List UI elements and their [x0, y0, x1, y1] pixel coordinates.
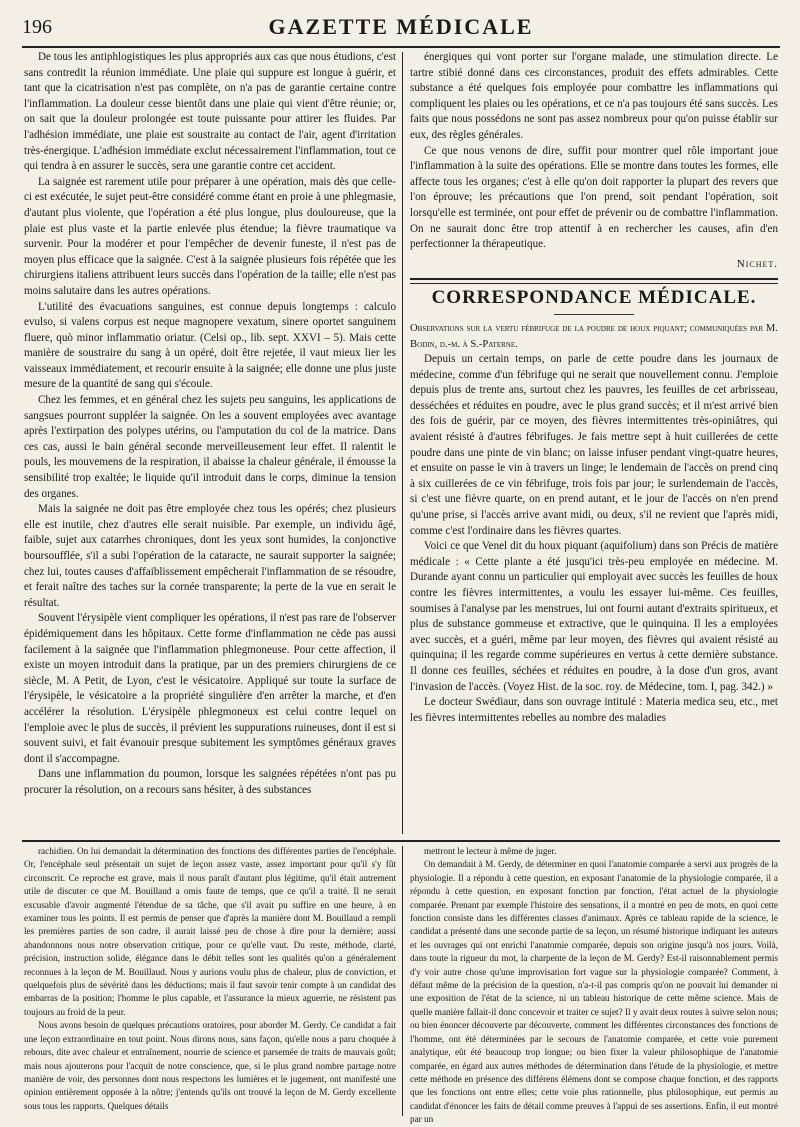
paragraph: Le docteur Swédiaur, dans son ouvrage intitulé : Materia medica seu, etc., met les fièvres intermittentes rebelles au nombre des maladies	[410, 696, 778, 724]
paragraph: Nous avons besoin de quelques précautions oratoires, pour aborder M. Gerdy. Ce candidat a fait une leçon extraordinaire en tout point. Nous dirons nous, sans façon, qu'elle nous a paru choquée à rebours, dite avec chaleur et entraînement, nourrie de science et parsemée de traits de mauvais goût; mais nous ajouterons pour l'acquit de notre conscience, que, si le plus grand nombre partage notre manière de voir, des personnes dont nous respectons les lumières et le jugement, ont manifesté une opinion entièrement opposée à la nôtre; j'entends qu'ils ont trouvé la leçon de M. Gerdy excellente sous tous les rapports. Quelques détails	[24, 1020, 396, 1111]
bottom-left-column	[24, 845, 396, 1117]
author-signature: Nichet.	[736, 257, 778, 270]
paragraph: Chez les femmes, et en général chez les sujets peu sanguins, les applications de sangsues pourront suppléer la saignée. On les a souvent employées avec avantage après l'extirpation des polypes utérins, ou l'amputation du col de la matrice. Dans ces cas, aussi le bain général seconde merveilleusement leur effet. Il ralentit le pouls, les mouvemens de la respiration, il abaisse la chaleur générale, il émousse la sensibilité trop exaltée; le liquide qu'il introduit dans le corps, diminue la tension des organes.	[24, 394, 396, 500]
observation-heading: Observations sur la vertu fébrifuge de la poudre de houx piquant; communiquées par M. Bodin, d.-m. à S.-Paterne.	[410, 322, 778, 350]
paragraph: énergiques qui vont porter sur l'organe malade, une stimulation directe. Le tartre stibié donné dans ces circonstances, produit des effets admirables. Cette substance a été quelques fois employée pour combattre les inflammations qui compliquent les plaies ou les opérations, et ce n'a pas toujours été sans succès. Les faits que nous possédons ne sont pas assez nombreux pour qu'on puisse établir sur eux, des règles générales.	[410, 51, 778, 141]
paragraph: mettront le lecteur à même de juger.	[424, 846, 557, 856]
paragraph: Souvent l'érysipèle vient compliquer les opérations, il n'est pas rare de l'observer épidémiquement dans les hôpitaux. Cette forme d'inflammation ne cède pas aussi facilement à la saignée que l'inflammation phlegmoneuse. Pour cette affection, il existe un moyen introduit dans la pratique, par un des premiers chirurgiens de ce siècle, M. A Petit, de Lyon, c'est le vésicatoire. Appliqué sur toute la surface de l'érysipèle, le vésicatoire a la propriété singulière d'en arrêter la marche, et d'en accélérer la résolution. L'érysipèle phlegmoneux est celui contre lequel on l'emploie avec le plus de succès, il prévient les suppurations ruineuses, dont il est si souvent suivi, et fait évanouir presque subitement les symptômes généraux graves dont il s'accompagne.	[24, 612, 396, 765]
right-column	[410, 50, 778, 838]
paragraph: L'utilité des évacuations sanguines, est connue depuis longtemps : calculo evulso, si valens corpus est neque magnopere vexatum, sinere oportet sanguinem fluere, quò minor inflammatio oriatur. (Celsi op., lib. sept. XXVI – 5). Mais cette manière de soustraire du sang à un opéré, doit être rejetée, il vaut mieux lier les vaisseaux immédiatement, et recourir ensuite à la saignée; elle donne une plus juste mesure de la quantité de sang qui s'écoule.	[24, 300, 396, 391]
paragraph: Depuis un certain temps, on parle de cette poudre dans les journaux de médecine, comme d'un fébrifuge qui ne serait que nouvellement connu. J'emploie depuis plus de trente ans, surtout chez les pauvres, les feuilles de cet arbrisseau, desséchées et réduites en poudre, avec le plus grand succès; et il m'est arrivé bien des fois de guérir, par ce moyen, des fièvres intermittentes très-opiniâtres, qui avaient résisté à d'autres fébrifuges. Je fais mettre sept à huit cuillerées de cette poudre dans une pinte de vin blanc; on laisse infuser pendant vingt-quatre heures, et ensuite on passe le vin à travers un linge; le lendemain de l'accès on prend cinq à six cuillerées de ce vin fébrifuge, trois fois par jour; le surlendemain de l'accès, si c'est une fièvre quarte, on en prend autant, et le jour de l'accès on n'en prend qu'une prise, si l'accès arrive avant midi, ou deux, s'il ne revient que l'après midi, comme c'est l'ordinaire dans les fièvres quartes.	[410, 353, 778, 537]
section-rule	[22, 840, 780, 842]
paragraph: On demandait à M. Gerdy, de déterminer en quoi l'anatomie comparée a servi aux progrès de la physiologie. Il a répondu à cette question, en exposant l'anatomie de la physiologie comparée, il a répondu à cette question, en exposant fonction par fonction, l'état actuel de la physiologie comparée. Prenant par exemple l'histoire des sensations, il a montré en peu de mots, en quoi cette fonction consiste dans les différentes classes d'animaux. Après ce tableau rapide de la science, le candidat a présenté dans une seconde partie de sa leçon, un résumé historique indiquant les auteurs et les ouvrages qui ont enrichi l'anatomie comparée, depuis son origine jusqu'à nos jours. Voilà, dans toute la rigueur du mot, la charpente de la leçon de M. Gerdy? Est-il raisonnablement permis d'y voir autre chose qu'une improvisation fort vague sur la physiologie comparée? Comment, à défaut même de la précision de la question, n'a-t-il pas compris qu'on ne pouvait lui demander ni une exposition de l'état de la science, ni un tableau historique de cette même science. Mais de quelle manière fallait-il donc concevoir et traiter ce sujet? Il y avait deux routes à suivre selon nous; ou bien énoncer découverte par découverte, comment les différentes circonstances des fonctions de l'homme, ont été déterminées par le secours de l'anatomie comparée, et cette voie purement analytique, eût été beaucoup trop longue; ou bien fixer la valeur philosophique de l'anatomie comparée, en égard aux autres méthodes de détermination dans l'étude de la physiologie, et mettre cette méthode en présence des différens élémens dont se compose chaque fonction, et des rapports que les fonctions ont entre elles; cette voie plus rationnelle, plus philosophique, eut permis au candidat d'énoncer les faits de détail comme preuves à l'appui de ses assertions. Enfin, il eut montré par un	[410, 859, 778, 1125]
paragraph: La saignée est rarement utile pour préparer à une opération, mais dès que celle-ci est exécutée, le sujet peut-être considéré comme étant en proie à une phlegmasie, d'autant plus violente, que l'opération a été plus longue, plus douloureuse, que la plaie est plus vaste et la partie enlevée plus étendue; la fièvre traumatique va survenir. Pour la modérer et pour l'empêcher de devenir funeste, il n'est pas de moyen plus efficace que la saignée. C'est à la saignée plusieurs fois répétée que les chirurgiens italiens attribuent leurs succès dans l'opération de la taille; elle n'est pas moins salutaire dans les autres opérations.	[24, 175, 396, 297]
paragraph: De tous les antiphlogistiques les plus appropriés aux cas que nous étudions, c'est sans contredit la réunion immédiate. Une plaie qui suppure est longue à guérir, et tant que la cicatrisation n'est pas complète, on n'a pas de garantie certaine contre l'inflammation. La douleur cesse bientôt dans une plaie qui vient d'être réunie; or, on sait que la douleur prolongée est toute puissante pour attirer les fluides. Par l'adhésion immédiate, une plaie est soustraite au contact de l'air, agent d'irritation très-énergique. L'adhésion immédiate exclut nécessairement l'inflammation, tout ce qui tendra à en assurer le succès, sera une garantie contre cet accident.	[24, 51, 396, 173]
bottom-column-divider	[402, 846, 403, 1116]
paragraph: Mais la saignée ne doit pas être employée chez tous les opérés; chez plusieurs elle est inutile, chez d'autres elle serait nuisible. Par exemple, un individu âgé, faible, sujet aux catarrhes chroniques, dont les yeux sont humides, la conjonctive boursoufflée, s'il a subi l'opération de la cataracte, ne saurait supporter la saignée; chez lui, toutes causes d'affaiblissement empêcherait l'inflammation de se résoudre, et ferait naître des taches sur la cornée transparente; la perte de la vue en serait le résultat.	[24, 503, 396, 609]
section-title: CORRESPONDANCE MÉDICALE.	[431, 287, 757, 309]
title-underline	[554, 314, 634, 315]
newspaper-title: GAZETTE MÉDICALE	[268, 14, 534, 39]
paragraph: Voici ce que Venel dit du houx piquant (aquifolium) dans son Précis de matière médicale : « Cette plante a été jusqu'ici très-peu employée en médecine. M. Durande ayant connu un particulier qui employait avec succès les feuilles de houx contre les fièvres intermittentes, a voulu les essayer lui-même. Ces feuilles, soumises à l'analyse par les menstrues, lui ont fourni autant d'extraits spiritueux, et plus de substance gommeuse et extractive, que le quinquina. Il les a employées avec succès, et a guéri, même par leur moyen, des fièvres qui avaient résisté au quinquina; il les regarde comme supérieures en vertus à cette dernière substance. Il donne ces feuilles, séchées et réduites en poudre, à la dose d'un gros, avant l'invasion de l'accès. (Voyez Hist. de la soc. roy. de Médecine, tom. I, pag. 342.) »	[410, 540, 778, 693]
page-number: 196	[22, 16, 52, 38]
paragraph: Dans une inflammation du poumon, lorsque les saignées répétées n'ont pas pu procurer la résolution, on a recours sans hésiter, à des substances	[24, 768, 396, 796]
left-column	[24, 50, 396, 838]
paragraph: Ce que nous venons de dire, suffit pour montrer quel rôle important joue l'inflammation à la suite des opérations. Elle se montre dans toutes les formes, elle affecte tous les organes; c'est à elle qu'on doit rapporter la plupart des revers que l'on éprouve; les précautions que l'on prend, soit pendant l'opération, soit lorsqu'elle est terminée, ont pour effet de prévenir ou de combattre l'inflammation. On ne saurait donc être trop attentif à en rechercher les causes, afin d'en perfectionner la thérapeutique.	[410, 144, 778, 251]
page-header	[22, 14, 780, 44]
header-rule	[22, 46, 780, 48]
section-separator	[410, 278, 778, 284]
bottom-right-column	[410, 845, 778, 1125]
column-divider	[402, 52, 403, 834]
paragraph: rachidien. On lui demandait la détermination des fonctions des différentes parties de l'encéphale. Or, l'encéphale seul présentait un sujet de leçon assez vaste, assez important pour qu'il s'y fût circonscrit. Ce reproche est grave, mais il nous paraît d'autant plus légitime, qu'il était autrement utile de discuter ce que M. Bouillaud a omis faute de temps, que ce qu'il a traité. Il ne serait excusable d'avoir augmenté l'étendue de sa tâche, que s'il avait pu suffire en une heure, à en examiner tous les points. Il est permis de penser que d'après la manière dont M. Bouillaud a rempli les premières parties de son cadre, il aurait laissé peu de chose à dire pour la dernière; aussi abandonnons nous notre observation critique, pour ce qu'elle vaut. Du reste, méthode, clarté, précision, instruction solide, élégance dans le débit telles sont les qualités qu'on a généralement reconnues à la leçon de M. Bouillaud. Nous y aurions voulu plus de chaleur, plus de conviction, et quelquefois plus de sévérité dans les déductions; mais il faut savoir tenir compte à un candidat des embarras de la position; l'homme le plus capable, et l'assurance la mieux aguerrie, ne résistent pas toujours au froid de la peur.	[24, 846, 396, 1017]
